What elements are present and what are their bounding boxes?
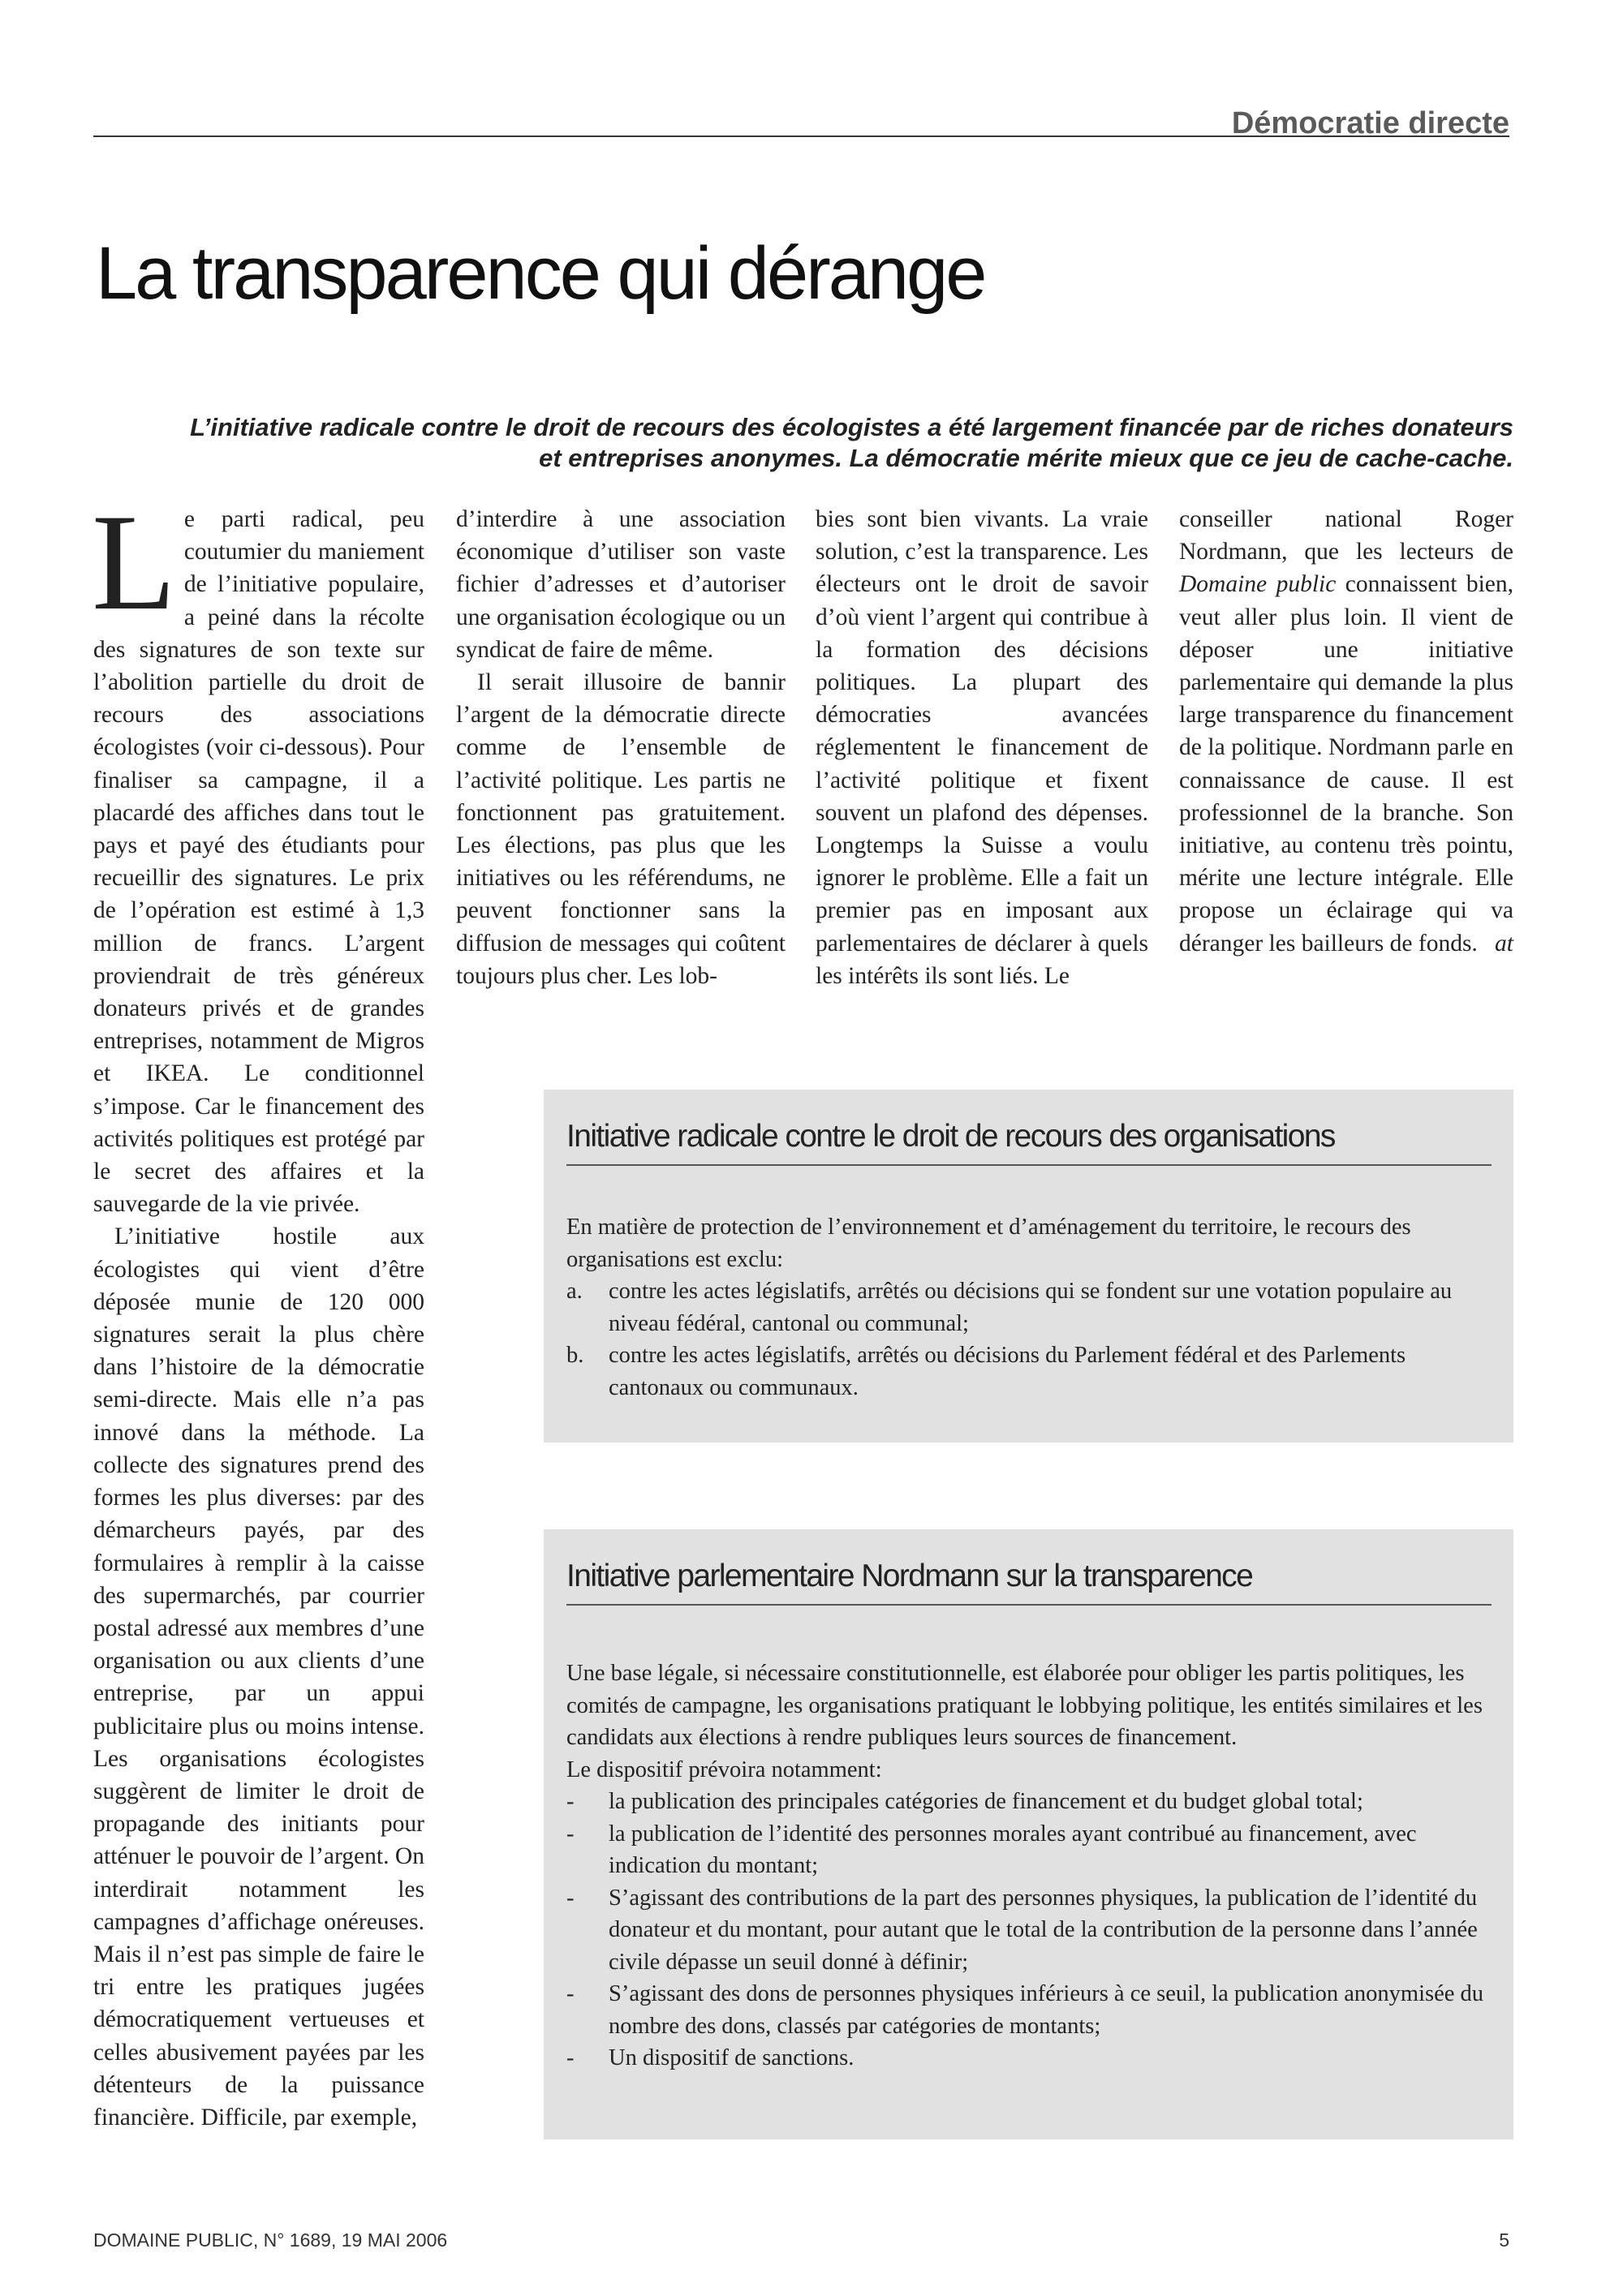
- list-item: [566, 1978, 1483, 2042]
- list-marker: -: [566, 1981, 575, 2006]
- list-text: Un dispositif de sanctions.: [609, 2045, 855, 2070]
- header-rule: [93, 135, 1509, 137]
- list-text: S’agissant des contributions de la part des personnes physiques, la publication de l’identité du donateur et du montant, pour autant que le total de la contribution de la personne dans l’année civile dépasse un seuil donné à définir;: [609, 1885, 1478, 1975]
- box-intro: En matière de protection de l’environnement et d’aménagement du territoire, le recours des organisations est exclu:: [566, 1215, 1411, 1272]
- paragraph-text: connaissent bien, veut aller plus loin. Il vient de déposer une initiative parlementaire qui demande la plus large transparence du financement de la politique. Nordmann parle en connaissance de cause. Il est professionnel de la branche. Son initiative, au contenu très pointu, mérite une lecture intégrale. Elle propose un éclairage qui va déranger les bailleurs de fonds.: [1179, 571, 1513, 957]
- list-text: contre les actes législatifs, arrêtés ou décisions du Parlement fédéral et des Parlements cantonaux ou communaux.: [609, 1343, 1406, 1400]
- list-text: la publication de l’identité des personnes morales ayant contribué au financement, avec indication du montant;: [609, 1821, 1417, 1878]
- article-column-4: [1179, 503, 1513, 960]
- list-marker: -: [566, 1821, 575, 1847]
- article-column-2: [456, 503, 786, 992]
- page-number: 5: [1499, 2229, 1509, 2251]
- list-text: contre les actes législatifs, arrêtés ou décisions qui se fondent sur une votation populaire au niveau fédéral, cantonal ou communal;: [609, 1279, 1453, 1336]
- list-marker: -: [566, 2045, 575, 2070]
- publication-name: Domaine public: [1179, 571, 1337, 598]
- article-column-3: [816, 503, 1148, 992]
- list-item: [566, 1339, 1483, 1404]
- list-text: S’agissant des dons de personnes physiques inférieurs à ce seuil, la publication anonymisée du nombre des dons, classés par catégories de montants;: [609, 1981, 1484, 2039]
- list-marker: -: [566, 1885, 575, 1911]
- box-body: [566, 1658, 1483, 2075]
- box-title: Initiative radicale contre le droit de recours des organisations: [566, 1116, 1492, 1166]
- article-paragraph: [92, 486, 424, 1220]
- article-lead: L’initiative radicale contre le droit de recours des écologistes a été largement financée par de riches donateurs et entreprises anonymes. La démocratie mérite mieux que ce jeu de cache-cache.: [190, 413, 1513, 472]
- list-text: la publication des principales catégories de financement et du budget global total;: [609, 1789, 1363, 1814]
- box-body: [566, 1211, 1483, 1404]
- list-item: [566, 1275, 1483, 1339]
- list-item: [566, 1786, 1483, 1818]
- list-item: [566, 1882, 1483, 1979]
- article-title: La transparence qui dérange: [96, 232, 985, 315]
- section-label: Démocratie directe: [1231, 106, 1509, 140]
- list-item: [566, 1818, 1483, 1882]
- article-column-1: [92, 486, 424, 2134]
- drop-cap: L: [92, 486, 176, 638]
- paragraph-text: e parti radical, peu coutumier du maniement de l’initiative populaire, a peiné dans la récolte des signatures de son texte sur l’abolition partielle du droit de recours des associations écologistes (voir ci-dessous). Pour finaliser sa campagne, il a placardé des affiches dans tout le pays et payé des étudiants pour recueillir des signatures. Le prix de l’opération est estimé à 1,3 million de francs. L’argent proviendrait de très généreux donateurs privés et de grandes entreprises, notamment de Migros et IKEA. Le conditionnel s’impose. Car le financement des activités politiques est protégé par le secret des affaires et la sauvegarde de la vie privée.: [93, 506, 424, 1218]
- list-marker: -: [566, 1789, 575, 1814]
- article-paragraph: d’interdire à une association économique d’utiliser son vaste fichier d’adresses et d’autoriser une organisation écologique ou un syndicat de faire de même.: [456, 506, 786, 663]
- article-paragraph: [1179, 503, 1513, 960]
- box-title: Initiative parlementaire Nordmann sur la transparence: [566, 1555, 1492, 1606]
- article-paragraph: bies sont bien vivants. La vraie solution, c’est la transparence. Les électeurs ont le droit de savoir d’où vient l’argent qui contribue à la formation des décisions politiques. La plupart des démocraties avancées réglementent le financement de l’activité politique et fixent souvent un plafond des dépenses. Longtemps la Suisse a voulu ignorer le problème. Elle a fait un premier pas en imposant aux parlementaires de déclarer à quels les intérêts ils sont liés. Le: [816, 506, 1148, 989]
- list-item: [566, 2042, 1483, 2075]
- author-signature: at: [1495, 930, 1513, 957]
- article-paragraph: Il serait illusoire de bannir l’argent de la démocratie directe comme de l’ensemble de l’activité politique. Les partis ne fonctionnent pas gratuitement. Les élections, pas plus que les initiatives ou les référendums, ne peuvent fonctionner sans la diffusion de messages qui coûtent toujours plus cher. Les lob-: [456, 669, 786, 989]
- box-subintro: Le dispositif prévoira notamment:: [566, 1756, 882, 1782]
- list-marker: a.: [566, 1279, 583, 1304]
- box-intro: Une base légale, si nécessaire constitutionnelle, est élaborée pour obliger les partis politiques, les comités de campagne, les organisations pratiquant le lobbying politique, les entités similaires et les candidats aux élections à rendre publiques leurs sources de financement.: [566, 1661, 1483, 1750]
- paragraph-text: conseiller national Roger Nordmann, que les lecteurs de: [1179, 506, 1513, 565]
- footer-publication: DOMAINE PUBLIC, N° 1689, 19 MAI 2006: [93, 2229, 448, 2251]
- sidebar-box-radical-initiative: [544, 1090, 1513, 1443]
- list-marker: b.: [566, 1343, 584, 1368]
- article-paragraph: L’initiative hostile aux écologistes qui vient d’être déposée munie de 120 000 signatures serait la plus chère dans l’histoire de la démocratie semi-directe. Mais elle n’a pas innové dans la méthode. La collecte des signatures prend des formes les plus diverses: par des démarcheurs payés, par des formulaires à remplir à la caisse des supermarchés, par courrier postal adressé aux membres d’une organisation ou aux clients d’une entreprise, par un appui publicitaire plus ou moins intense. Les organisations écologistes suggèrent de limiter le droit de propagande des initiants pour atténuer le pouvoir de l’argent. On interdirait notamment les campagnes d’affichage onéreuses. Mais il n’est pas simple de faire le tri entre les pratiques jugées démocratiquement vertueuses et celles abusivement payées par les détenteurs de la puissance financière. Difficile, par exemple,: [93, 1223, 424, 2130]
- sidebar-box-nordmann-initiative: [544, 1529, 1513, 2139]
